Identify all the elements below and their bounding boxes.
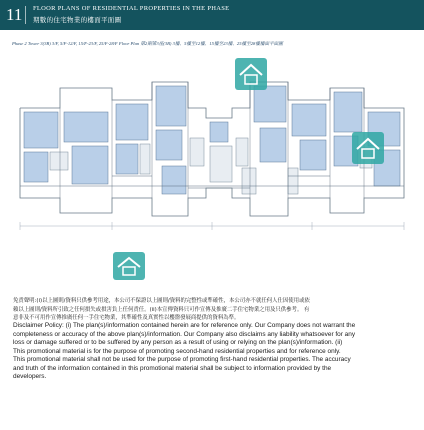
section-number: 11 xyxy=(6,5,23,24)
disclaimer-en-line: Disclaimer Policy: (i) The plan(s)/information contained herein are for reference only. Our Company does not warrant the xyxy=(13,322,356,329)
header-divider xyxy=(25,6,26,24)
disclaimer-en-line: This promotional material shall not be used for the purpose of promoting first-hand residential properties. The accuracy xyxy=(13,356,351,363)
section-title-zh: 期數的住宅物業的樓面平面圖 xyxy=(33,16,122,24)
disclaimer-en-line: developers. xyxy=(13,373,47,380)
disclaimer-en-line: and truth of the information contained in this promotional material shall be subject to information provided by the xyxy=(13,364,332,372)
disclaimer-zh-line: 賴以上圖則/資料所引致之任何損失或損害負上任何責任。(ii)本宣傳資料只可作宣傳及推廣二手住宅物業之用及只供參考。 有 xyxy=(13,306,310,313)
disclaimer-en-line: completeness or accuracy of the above plan(s)/information. Our Company also disclaims any liability whatsoever for any xyxy=(13,330,356,338)
real-estate-agency-logo-icon xyxy=(112,251,146,281)
disclaimer-zh-line: 意非及不可用作宣傳推廣任何一手住宅物業，其準確性及真實性以樓盤發展商提供的資料為準。 xyxy=(13,315,240,322)
disclaimer-en-line: This promotional material is for the purpose of promoting second-hand residential properties and for reference only. xyxy=(13,347,341,355)
dimension-markers xyxy=(20,222,404,230)
disclaimer-zh-line: 免責聲明:(i)以上圖則/資料只供參考用途，本公司不保證以上圖則/資料的完整性或準確性，本公司亦不就任何人仕因使用或依 xyxy=(13,298,310,304)
section-header xyxy=(0,0,424,30)
disclaimer-en-line: loss or damage suffered or to be suffered by any person as a result of using or relying on the plan(s)/information. (ii) xyxy=(13,339,343,346)
floor-plan-caption: Phase 2 Tower 3(3B) 3/F, 5/F-12/F, 15/F-23/F, 25/F-28/F Floor Plan 第2期第3座(3B) 3樓、5樓至12樓、15樓至23樓、25樓至28樓樓面平面圖 xyxy=(12,41,283,46)
floor-plan xyxy=(12,48,412,280)
real-estate-agency-logo-icon xyxy=(234,57,268,91)
disclaimer-english xyxy=(13,322,413,382)
real-estate-agency-logo-icon xyxy=(351,131,385,165)
section-title-en: FLOOR PLANS OF RESIDENTIAL PROPERTIES IN THE PHASE xyxy=(33,5,230,12)
disclaimer-chinese xyxy=(13,297,413,323)
